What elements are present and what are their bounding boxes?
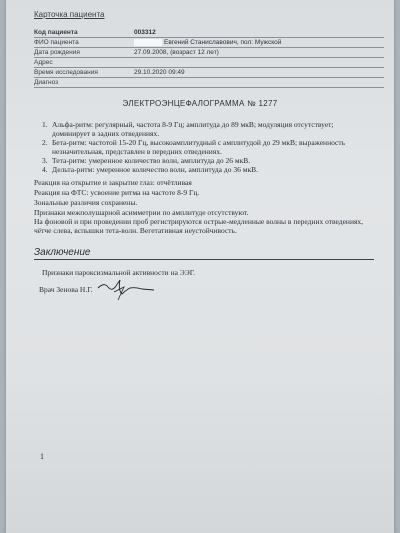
list-item	[42, 138, 372, 156]
item-number: 1.	[42, 120, 48, 129]
field-row-name	[34, 38, 384, 48]
item-number: 4.	[42, 165, 48, 174]
field-label: Диагноз	[34, 79, 59, 86]
field-label: ФИО пациента	[34, 39, 79, 46]
redaction-mask	[134, 39, 162, 46]
asymmetry-note: Признаки межполушарной асимметрии по амплитуде отсутствуют.	[34, 208, 249, 217]
field-value: 003312	[134, 29, 156, 36]
conclusion-text: Признаки пароксизмальной активности на ЭЭГ.	[42, 268, 196, 277]
field-value: Евгений Станиславович, пол: Мужской	[164, 39, 282, 47]
document-title: ЭЛЕКТРОЭНЦЕФАЛОГРАММА № 1277	[122, 99, 278, 108]
field-value: 29.10.2020 09:49	[134, 69, 185, 76]
field-label: Время исследования	[34, 69, 98, 76]
field-label: Адрес	[34, 59, 53, 66]
signature	[96, 278, 156, 306]
item-text: Бета-ритм: частотой 15-20 Гц, высокоамплитудный с амплитудой до 29 мкВ; выраженность незначительная, представлен в передних отведениях.	[52, 138, 346, 156]
page-number: 1	[40, 452, 44, 461]
list-item	[42, 120, 372, 138]
card-title: Карточка пациента	[34, 10, 105, 19]
list-item	[42, 156, 372, 165]
list-item	[42, 165, 372, 174]
field-row-address	[34, 58, 384, 68]
field-value-wrap	[134, 39, 384, 46]
item-number: 3.	[42, 156, 48, 165]
field-label: Дата рождения	[34, 49, 80, 56]
zonal-differences: Зональные различия сохранены.	[34, 198, 138, 207]
doctor-name: Врач Зенова Н.Г.	[39, 285, 93, 294]
document-page	[6, 0, 394, 533]
field-label: Код пациента	[34, 29, 78, 36]
patient-info-table	[34, 28, 384, 88]
field-row-birthdate	[34, 48, 384, 58]
item-text: Дельта-ритм: умеренное количество волн, амплитуда до 36 мкВ.	[52, 165, 258, 174]
field-row-diagnosis	[34, 78, 384, 88]
field-row-code	[34, 28, 384, 38]
item-number: 2.	[42, 138, 48, 147]
item-text: Альфа-ритм: регулярный, частота 8-9 Гц; амплитуда до 89 мкВ; модуляция отсутствует; доминирует в задних отведениях.	[52, 120, 334, 138]
conclusion-heading: Заключение	[34, 247, 374, 260]
field-value: 27.09.2008, (возраст 12 лет)	[134, 49, 219, 56]
item-text: Тета-ритм: умеренное количество волн, амплитуда до 26 мкВ.	[52, 156, 251, 165]
reaction-photostim: Реакция на ФТС: усвоение ритма на частоте 8-9 Гц.	[34, 188, 200, 197]
rhythm-list	[42, 120, 372, 174]
reaction-eyes: Реакция на открытие и закрытие глаз: отчётливая	[34, 178, 192, 187]
background-findings: На фоновой и при проведении проб регистрируются острые-медленные волны в передних отведениях, чётче слева, вспышки тета-волн. Вегетативная неустойчивость.	[34, 217, 364, 235]
field-row-exam-time	[34, 68, 384, 78]
